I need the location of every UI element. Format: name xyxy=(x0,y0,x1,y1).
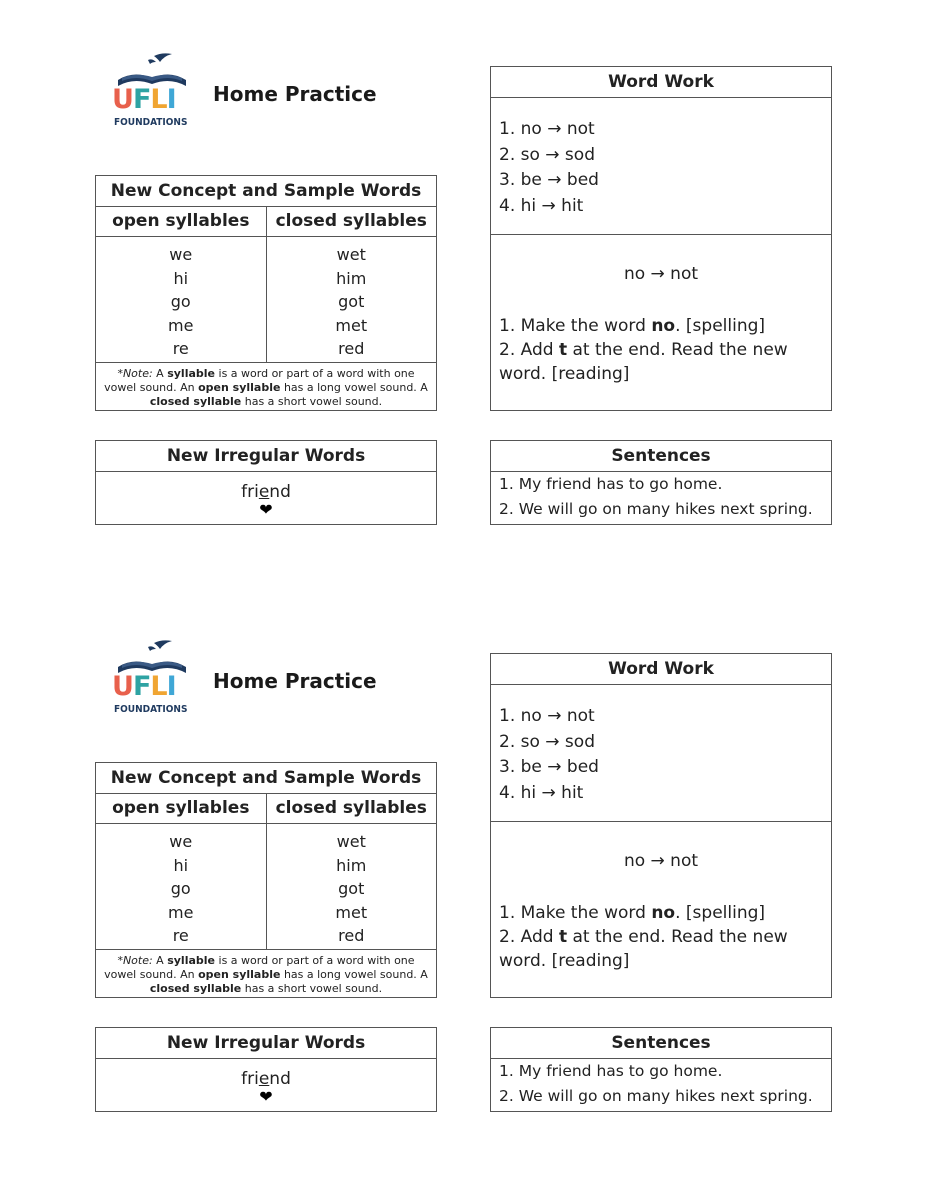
word-work-item: 1. no → not xyxy=(499,119,595,139)
note-bold: syllable xyxy=(167,367,216,380)
word-part: fri xyxy=(241,482,259,502)
step-bold: t xyxy=(558,927,568,947)
sentences-header: Sentences xyxy=(491,1028,831,1059)
note-text: is a word or part of a word with one vowel sound. An xyxy=(104,954,415,981)
word-work-item: 4. hi → hit xyxy=(499,782,584,803)
open-word: re xyxy=(172,339,189,358)
closed-word: wet xyxy=(336,832,366,851)
irregular-header: New Irregular Words xyxy=(96,441,436,472)
note-bold: open syllable xyxy=(198,968,281,981)
syllable-note xyxy=(96,363,436,409)
sentences-box xyxy=(490,440,832,525)
concept-column-headers xyxy=(96,207,436,237)
word-work-header: Word Work xyxy=(491,67,831,98)
word-part: nd xyxy=(269,1069,291,1089)
note-text: has a long vowel sound. A xyxy=(280,968,428,981)
step-text: . [spelling] xyxy=(675,903,766,923)
word-underlined-part: e xyxy=(258,1069,270,1089)
closed-word: met xyxy=(335,902,368,922)
open-word: hi xyxy=(173,855,189,875)
word-work-instructions xyxy=(491,871,831,973)
word-work-item: 1. no → not xyxy=(499,706,595,726)
open-syllables-header: open syllables xyxy=(96,794,267,823)
note-bold: closed syllable xyxy=(149,982,242,995)
step-text: 2. Add xyxy=(499,340,559,360)
step-bold: no xyxy=(651,903,676,923)
note-bold: syllable xyxy=(167,954,216,967)
open-word: me xyxy=(168,315,194,335)
syllable-note xyxy=(96,950,436,996)
step-bold: no xyxy=(651,316,676,336)
word-work-box xyxy=(490,653,832,998)
word-work-example: no → not xyxy=(623,264,699,284)
open-word: we xyxy=(169,245,193,264)
logo-letters xyxy=(112,86,176,114)
new-concept-table xyxy=(95,762,437,998)
logo-letter-f: F xyxy=(132,671,151,702)
sentence: 1. My friend has to go home. xyxy=(499,1062,723,1080)
closed-syllables-header: closed syllables xyxy=(275,211,427,231)
open-word: we xyxy=(169,832,193,851)
open-word: me xyxy=(168,902,194,922)
sentences-box xyxy=(490,1027,832,1112)
word-work-item: 4. hi → hit xyxy=(499,195,584,216)
note-text: has a long vowel sound. A xyxy=(280,381,428,394)
logo-letter-l: L xyxy=(150,671,167,702)
heart-icon: ❤ xyxy=(259,1087,273,1106)
word-work-instructions xyxy=(491,284,831,386)
closed-words-column xyxy=(267,237,437,362)
note-text: A xyxy=(152,954,168,967)
closed-words-column xyxy=(267,824,437,949)
logo-letters xyxy=(112,673,176,701)
sentences-header: Sentences xyxy=(491,441,831,472)
open-word: re xyxy=(172,926,189,945)
logo-letter-i: I xyxy=(166,671,176,702)
word-work-item: 2. so → sod xyxy=(499,731,595,752)
step-text: 1. Make the word xyxy=(499,903,652,923)
practice-sheet-bottom xyxy=(0,587,927,1187)
closed-word: red xyxy=(338,339,365,358)
sentence: 2. We will go on many hikes next spring. xyxy=(499,499,813,518)
step-text: at the end. Read the new word. [reading] xyxy=(499,927,788,971)
closed-word: got xyxy=(338,879,365,898)
note-text: A xyxy=(152,367,168,380)
word-work-example: no → not xyxy=(623,851,699,871)
concept-word-columns xyxy=(96,237,436,363)
irregular-word xyxy=(96,482,436,502)
word-part: fri xyxy=(241,1069,259,1089)
closed-word: met xyxy=(335,315,368,335)
note-bold: closed syllable xyxy=(149,395,242,408)
open-word: hi xyxy=(173,268,189,288)
heart-icon: ❤ xyxy=(259,500,273,519)
closed-word: got xyxy=(338,292,365,311)
word-work-list xyxy=(491,98,831,235)
page-title: Home Practice xyxy=(213,669,377,693)
logo-letter-u: U xyxy=(112,671,133,702)
word-part: nd xyxy=(269,482,291,502)
concept-header: New Concept and Sample Words xyxy=(96,763,436,794)
instruction-step-1 xyxy=(499,314,823,338)
open-words-column xyxy=(96,824,267,949)
concept-header: New Concept and Sample Words xyxy=(96,176,436,207)
step-text: at the end. Read the new word. [reading] xyxy=(499,340,788,384)
logo-letter-f: F xyxy=(132,84,151,115)
ufli-logo xyxy=(110,50,190,132)
concept-column-headers xyxy=(96,794,436,824)
sentence: 2. We will go on many hikes next spring. xyxy=(499,1086,813,1105)
note-text: is a word or part of a word with one vowel sound. An xyxy=(104,367,415,394)
word-work-list xyxy=(491,685,831,822)
ufli-logo xyxy=(110,637,190,719)
new-concept-table xyxy=(95,175,437,411)
word-work-box xyxy=(490,66,832,411)
note-lead: *Note: xyxy=(117,954,153,967)
note-lead: *Note: xyxy=(117,367,153,380)
instruction-step-1 xyxy=(499,901,823,925)
irregular-word xyxy=(96,1069,436,1089)
word-underlined-part: e xyxy=(258,482,270,502)
closed-word: red xyxy=(338,926,365,945)
instruction-step-2 xyxy=(499,338,823,386)
logo-letter-l: L xyxy=(150,84,167,115)
note-bold: open syllable xyxy=(198,381,281,394)
open-syllables-header: open syllables xyxy=(96,207,267,236)
logo-letter-u: U xyxy=(112,84,133,115)
step-text: 2. Add xyxy=(499,927,559,947)
note-text: has a short vowel sound. xyxy=(241,982,383,995)
closed-word: him xyxy=(336,268,367,288)
sentence: 1. My friend has to go home. xyxy=(499,475,723,493)
page-title: Home Practice xyxy=(213,82,377,106)
open-word: go xyxy=(170,292,191,311)
step-text: . [spelling] xyxy=(675,316,766,336)
irregular-header: New Irregular Words xyxy=(96,1028,436,1059)
logo-letter-i: I xyxy=(166,84,176,115)
irregular-words-box xyxy=(95,440,437,525)
closed-syllables-header: closed syllables xyxy=(275,798,427,818)
closed-word: him xyxy=(336,855,367,875)
open-words-column xyxy=(96,237,267,362)
word-work-item: 3. be → bed xyxy=(499,170,599,190)
open-word: go xyxy=(170,879,191,898)
step-bold: t xyxy=(558,340,568,360)
word-work-header: Word Work xyxy=(491,654,831,685)
word-work-item: 2. so → sod xyxy=(499,144,595,165)
closed-word: wet xyxy=(336,245,366,264)
step-text: 1. Make the word xyxy=(499,316,652,336)
concept-word-columns xyxy=(96,824,436,950)
logo-subtitle: FOUNDATIONS xyxy=(114,117,188,128)
logo-subtitle: FOUNDATIONS xyxy=(114,704,188,715)
irregular-words-box xyxy=(95,1027,437,1112)
instruction-step-2 xyxy=(499,925,823,973)
word-work-item: 3. be → bed xyxy=(499,757,599,777)
note-text: has a short vowel sound. xyxy=(241,395,383,408)
